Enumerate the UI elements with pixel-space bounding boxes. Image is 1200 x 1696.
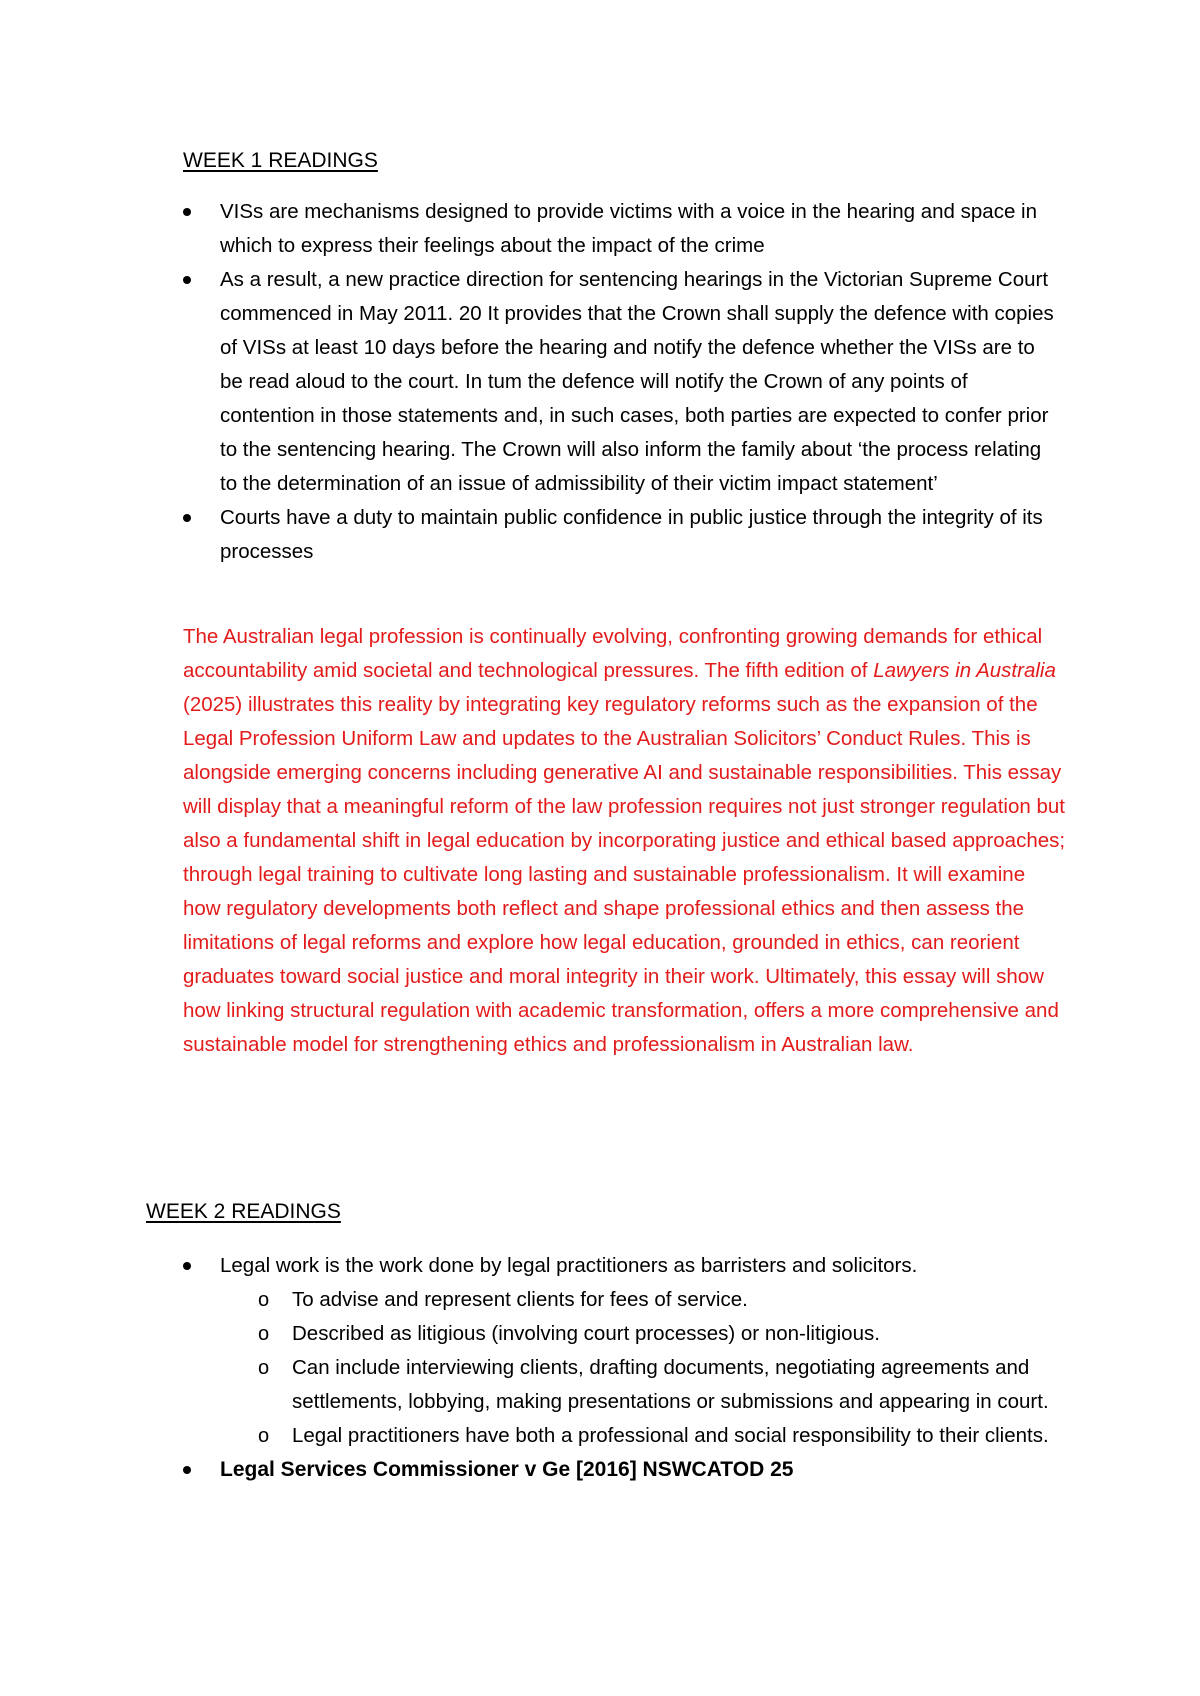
sub-bullet-text: Can include interviewing clients, drafting documents, negotiating agreements and settlements, lobbying, making presentations or submissions and appearing in court. (292, 1356, 1049, 1413)
list-item (183, 1453, 1063, 1487)
case-citation: Legal Services Commissioner v Ge [2016] NSWCATOD 25 (220, 1458, 794, 1481)
paragraph-text-part-2: (2025) illustrates this reality by integrating key regulatory reforms such as the expansion of the Legal Profession Uniform Law and updates to the Australian Solicitors’ Conduct Rules. This is alongside emerging concerns including generative AI and sustainable responsibilities. This essay will display that a meaningful reform of the law profession requires not just stronger regulation but also a fundamental shift in legal education by incorporating justice and ethical based approaches; through legal training to cultivate long lasting and sustainable professionalism. It will examine how regulatory developments both reflect and shape professional ethics and then assess the limitations of legal reforms and explore how legal education, grounded in ethics, can reorient graduates toward social justice and moral integrity in their work. Ultimately, this essay will show how linking structural regulation with academic transformation, offers a more comprehensive and sustainable model for strengthening ethics and professionalism in Australian law. (183, 693, 1066, 1056)
week-1-heading: WEEK 1 READINGS (183, 149, 378, 172)
sub-bullet-text: Described as litigious (involving court processes) or non-litigious. (292, 1322, 880, 1345)
paragraph-text-part-1: The Australian legal profession is continually evolving, confronting growing demands for ethical accountability amid societal and technological pressures. The fifth edition of (183, 625, 1043, 682)
bullet-dot-icon (183, 276, 191, 284)
sub-bullet-text: Legal practitioners have both a professional and social responsibility to their clients. (292, 1424, 1049, 1447)
bullet-text: VISs are mechanisms designed to provide victims with a voice in the hearing and space in which to express their feelings about the impact of the crime (220, 200, 1038, 257)
bullet-text: Courts have a duty to maintain public confidence in public justice through the integrity of its processes (220, 506, 1043, 563)
week-2-heading: WEEK 2 READINGS (146, 1200, 341, 1223)
book-title-italic: Lawyers in Australia (873, 659, 1056, 682)
hollow-bullet-icon: o (258, 1289, 270, 1311)
sub-list-item (183, 1351, 1063, 1419)
sub-bullet-text: To advise and represent clients for fees of service. (292, 1288, 748, 1311)
hollow-bullet-icon: o (258, 1425, 270, 1447)
essay-introduction-paragraph (183, 620, 1068, 1062)
sub-list-item (183, 1317, 1063, 1351)
sub-list-item (183, 1283, 1063, 1317)
sub-bullet-list (220, 1283, 1063, 1453)
list-item (183, 1249, 1063, 1453)
week-1-bullet-list (183, 195, 1063, 569)
list-item (183, 195, 1063, 263)
bullet-dot-icon (183, 208, 191, 216)
hollow-bullet-icon: o (258, 1323, 270, 1345)
bullet-dot-icon (183, 514, 191, 522)
bullet-text: Legal work is the work done by legal practitioners as barristers and solicitors. (220, 1254, 918, 1277)
bullet-text: As a result, a new practice direction for sentencing hearings in the Victorian Supreme Court commenced in May 2011. 20 It provides that the Crown shall supply the defence with copies of VISs at least 10 days before the hearing and notify the defence whether the VISs are to be read aloud to the court. In tum the defence will notify the Crown of any points of contention in those statements and, in such cases, both parties are expected to confer prior to the sentencing hearing. The Crown will also inform the family about ‘the process relating to the determination of an issue of admissibility of their victim impact statement’ (220, 268, 1054, 495)
bullet-dot-icon (183, 1466, 191, 1474)
week-2-bullet-list (183, 1249, 1063, 1487)
bullet-dot-icon (183, 1262, 191, 1270)
hollow-bullet-icon: o (258, 1357, 270, 1379)
sub-list-item (183, 1419, 1063, 1453)
list-item (183, 263, 1063, 501)
list-item (183, 501, 1063, 569)
